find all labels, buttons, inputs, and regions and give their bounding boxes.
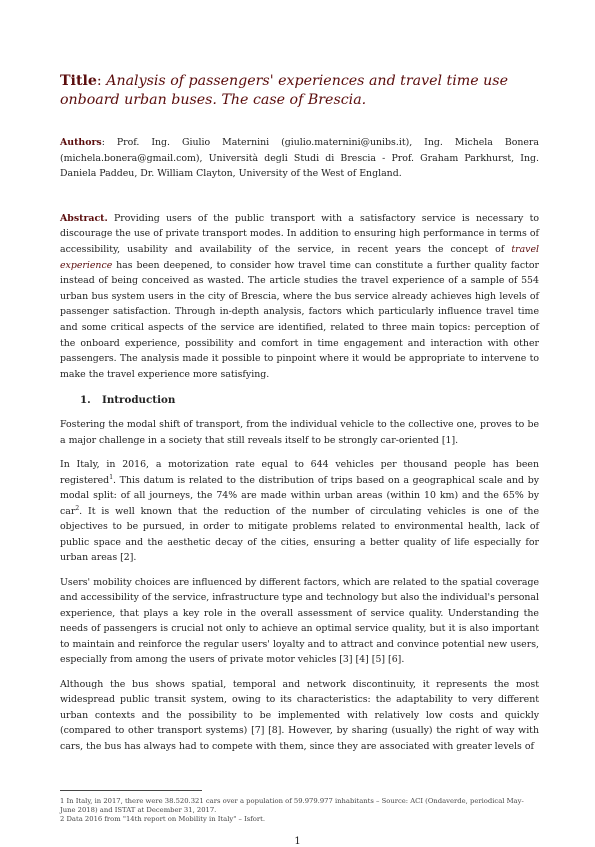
section-title: Introduction — [102, 394, 176, 407]
abstract-italic-term: travel experience — [60, 243, 540, 271]
authors-text: Prof. Ing. Giulio Maternini (giulio.maternini@unibs.it), Ing. Michela Bonera (michela.bonera@gmail.com), Università degli Studi di Brescia - Prof. Graham Parkhurst, Ing. Daniela Paddeu, Dr. William Clayton, University of the West of England. — [60, 137, 540, 180]
section-number: 1. — [80, 394, 91, 407]
title-text: Analysis of passengers' experiences and travel time use onboard urban buses. The case of Brescia. — [60, 73, 508, 108]
abstract-text-2: has been deepened, to consider how travel time can constitute a further quality factor instead of being conceived as wasted. The article studies the travel experience of a sample of 554 urban bus system users in the city of Brescia, where the bus service already achieves high levels of passenger satisfaction. Through in-depth analysis, factors which particularly influence travel time and some critical aspects of the service are identified, related to three main topics: perception of the onboard experience, possibility and comfort in time engagement and interaction with other passengers. The analysis made it possible to pinpoint where it would be appropriate to intervene to make the travel experience more satisfying. — [60, 259, 539, 380]
footnote-ref-2: 2 — [75, 504, 80, 512]
section-heading-introduction — [80, 394, 539, 406]
page-number: 1 — [294, 836, 301, 847]
title-label: Title — [60, 73, 97, 89]
footnote-2: 2 Data 2016 from "14th report on Mobility in Italy" – Isfort. — [60, 815, 265, 824]
paragraph-2-part-3: . It is well known that the reduction of the number of circulating vehicles is one of the objectives to be pursued, in order to mitigate problems related to environmental health, lack of public space and the aesthetic decay of the cities, ensuring a better quality of life especially for urban areas [2]. — [60, 505, 539, 564]
paragraph-2 — [60, 457, 539, 566]
authors-label: Authors — [60, 137, 102, 148]
page-content — [60, 72, 539, 763]
footnotes — [60, 797, 539, 825]
abstract — [60, 211, 539, 383]
abstract-text-1: Providing users of the public transport with a satisfactory service is necessary to discourage the use of private transport modes. In addition to ensuring high performance in terms of accessibility, usability and availability of the service, in recent years the concept of — [60, 212, 539, 255]
footnote-divider — [60, 790, 202, 791]
paragraph-4: Although the bus shows spatial, temporal and network discontinuity, it represents the most widespread public transit system, owing to its characteristics: the adaptability to very different urban contexts and the possibility to be implemented with relatively low costs and quickly (compared to other transport systems) [7] [8]. However, by sharing (usually) the right of way with cars, the bus has always had to compete with them, since they are associated with greater levels of — [60, 678, 539, 752]
paper-title: Title: Analysis of passengers' experiences and travel time use onboard urban buses. The case of Brescia. — [60, 73, 508, 108]
abstract-label: Abstract. — [60, 212, 108, 224]
paragraph-1: Fostering the modal shift of transport, from the individual vehicle to the collective one, proves to be a major challenge in a society that still reveals itself to be strongly car-oriented [1]. — [60, 419, 539, 446]
paragraph-2-part-1: In Italy, in 2016, a motorization rate equal to 644 vehicles per thousand people has been registered — [60, 459, 539, 486]
footnote-1: 1 In Italy, in 2017, there were 38.520.321 cars over a population of 59.979.977 inhabitants – Source: ACI (Ondaverde, periodical May-June 2018) and ISTAT at December 31, 2017. — [60, 797, 524, 815]
paragraph-3: Users' mobility choices are influenced by different factors, which are related to the spatial coverage and accessibility of the service, infrastructure type and technology but also the individual's personal experience, that plays a key role in the overall assessment of service quality. Understanding the needs of passengers is crucial not only to achieve an optimal service quality, but it is also important to maintain and reinforce the regular users' loyalty and to attract and convince potential new users, especially from among the users of private motor vehicles [3] [4] [5] [6]. — [60, 576, 539, 666]
footnote-ref-1: 1 — [109, 473, 114, 481]
paragraph-2-part-2: . This datum is related to the distribution of trips based on a geographical scale and by modal split: of all journeys, the 74% are made within urban areas (within 10 km) and the 65% by car — [60, 474, 539, 517]
authors: Authors: Prof. Ing. Giulio Maternini (giulio.maternini@unibs.it), Ing. Michela Bonera (michela.bonera@gmail.com), Università degli Studi di Brescia - Prof. Graham Parkhurst, Ing. Daniela Paddeu, Dr. William Clayton, University of the West of England. — [60, 137, 540, 180]
